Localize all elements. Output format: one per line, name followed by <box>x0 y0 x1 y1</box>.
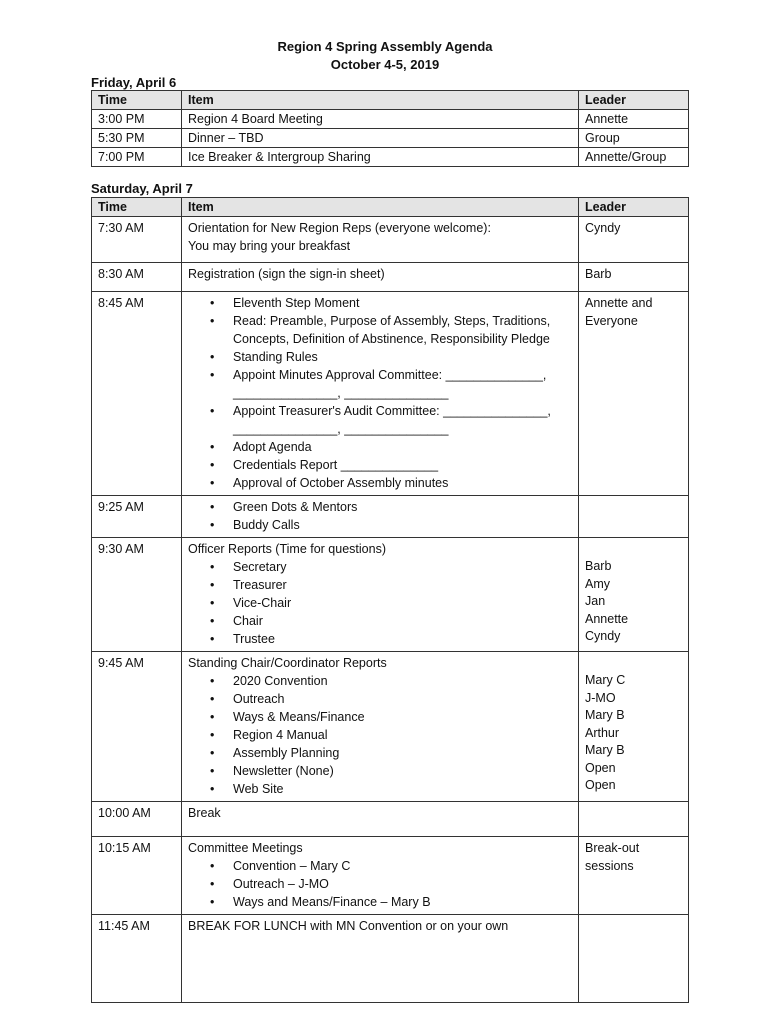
bullet-list <box>188 857 572 911</box>
leader-line: Annette <box>585 611 629 626</box>
item-heading: Officer Reports (Time for questions) <box>188 542 386 556</box>
leader-cell <box>579 538 689 652</box>
leader-line: J-MO <box>585 690 616 705</box>
leader-cell <box>579 915 689 1003</box>
table-header-row <box>92 198 689 217</box>
item-heading: Committee Meetings <box>188 841 303 855</box>
table-row <box>92 496 689 538</box>
time-cell: 9:30 AM <box>92 538 182 652</box>
leader-cell <box>579 837 689 915</box>
saturday-heading: Saturday, April 7 <box>91 181 193 196</box>
list-item <box>188 402 572 438</box>
leader-cell: Group <box>579 129 689 148</box>
leader-line: Jan <box>585 594 606 608</box>
leader-cell <box>579 652 689 802</box>
table-row <box>92 217 689 263</box>
list-item: • Green Dots & Mentors <box>188 498 572 516</box>
list-item <box>188 366 572 402</box>
list-item-line: Concepts, Definition of Abstinence, Responsibility Pledge <box>233 332 550 346</box>
table-row <box>92 802 689 837</box>
leader-line: Mary C <box>585 673 626 687</box>
time-cell: 8:45 AM <box>92 292 182 496</box>
item-line: Orientation for New Region Reps (everyone welcome): <box>188 221 491 235</box>
item-cell: Dinner – TBD <box>182 129 579 148</box>
table-row <box>92 263 689 292</box>
item-cell <box>182 652 579 802</box>
leader-line: Cyndy <box>585 629 621 643</box>
leader-cell <box>579 802 689 837</box>
list-item: • Buddy Calls <box>188 516 572 534</box>
list-item-line: _______________, _______________ <box>233 386 449 400</box>
list-item: • Web Site <box>188 780 572 798</box>
saturday-agenda-table <box>91 197 689 1003</box>
leader-line: Arthur <box>585 725 620 740</box>
leader-line: Annette and <box>585 296 653 310</box>
leader-cell <box>579 292 689 496</box>
list-item-line: _______________, _______________ <box>233 422 449 436</box>
list-item: • Treasurer <box>188 576 572 594</box>
list-item-line: • Read: Preamble, Purpose of Assembly, Steps, Traditions, <box>233 314 551 328</box>
table-row <box>92 129 689 148</box>
list-item: • Region 4 Manual <box>188 726 572 744</box>
friday-heading: Friday, April 6 <box>91 75 177 90</box>
leader-line: Amy <box>585 576 610 591</box>
time-cell: 7:30 AM <box>92 217 182 263</box>
bullet-list <box>188 558 572 648</box>
list-item <box>188 312 572 348</box>
leader-cell: Annette/Group <box>579 148 689 167</box>
time-column-header: Time <box>92 91 182 110</box>
leader-line: Mary B <box>585 708 625 722</box>
time-cell: 10:00 AM <box>92 802 182 837</box>
table-row <box>92 915 689 1003</box>
list-item: • Standing Rules <box>188 348 572 366</box>
leader-cell <box>579 496 689 538</box>
leader-column-header: Leader <box>579 91 689 110</box>
table-row <box>92 538 689 652</box>
table-row <box>92 148 689 167</box>
time-cell: 8:30 AM <box>92 263 182 292</box>
list-item: • Chair <box>188 612 572 630</box>
item-cell <box>182 496 579 538</box>
time-column-header: Time <box>92 198 182 217</box>
leader-line: sessions <box>585 859 634 873</box>
leader-cell: Annette <box>579 110 689 129</box>
item-cell: Ice Breaker & Intergroup Sharing <box>182 148 579 167</box>
bullet-list <box>188 294 572 492</box>
time-cell: 3:00 PM <box>92 110 182 129</box>
leader-line: Open <box>585 778 616 792</box>
leader-line: Break-out <box>585 841 640 855</box>
table-header-row <box>92 91 689 110</box>
leader-line: Mary B <box>585 743 625 757</box>
item-heading: Standing Chair/Coordinator Reports <box>188 656 387 670</box>
leader-line: Barb <box>585 559 612 573</box>
item-cell <box>182 217 579 263</box>
list-item: • Credentials Report ______________ <box>188 456 572 474</box>
bullet-list <box>188 672 572 798</box>
item-column-header: Item <box>182 91 579 110</box>
time-cell: 7:00 PM <box>92 148 182 167</box>
item-cell: Break <box>182 802 579 837</box>
friday-agenda-table <box>91 90 689 167</box>
table-row <box>92 837 689 915</box>
list-item: • Ways and Means/Finance – Mary B <box>188 893 572 911</box>
list-item-line: • Appoint Minutes Approval Committee: ______________, <box>233 368 547 382</box>
item-line: You may bring your breakfast <box>188 239 351 253</box>
item-cell: Registration (sign the sign-in sheet) <box>182 263 579 292</box>
item-column-header: Item <box>182 198 579 217</box>
list-item: • Secretary <box>188 558 572 576</box>
list-item: • Assembly Planning <box>188 744 572 762</box>
list-item: • Outreach <box>188 690 572 708</box>
time-cell: 5:30 PM <box>92 129 182 148</box>
table-row <box>92 652 689 802</box>
time-cell: 9:25 AM <box>92 496 182 538</box>
item-cell <box>182 538 579 652</box>
list-item: • Vice-Chair <box>188 594 572 612</box>
table-row <box>92 292 689 496</box>
time-cell: 10:15 AM <box>92 837 182 915</box>
list-item: • Trustee <box>188 630 572 648</box>
list-item: • Adopt Agenda <box>188 438 572 456</box>
leader-cell: Barb <box>579 263 689 292</box>
leader-column-header: Leader <box>579 198 689 217</box>
table-row <box>92 110 689 129</box>
item-cell: BREAK FOR LUNCH with MN Convention or on your own <box>182 915 579 1003</box>
leader-line: Everyone <box>585 314 638 328</box>
list-item: • Eleventh Step Moment <box>188 294 572 312</box>
leader-line: Open <box>585 760 616 775</box>
leader-cell: Cyndy <box>579 217 689 263</box>
item-cell <box>182 292 579 496</box>
list-item: • Ways & Means/Finance <box>188 708 572 726</box>
list-item: • Outreach – J-MO <box>188 875 572 893</box>
time-cell: 9:45 AM <box>92 652 182 802</box>
item-cell: Region 4 Board Meeting <box>182 110 579 129</box>
bullet-list <box>188 498 572 534</box>
list-item: • Approval of October Assembly minutes <box>188 474 572 492</box>
list-item-line: • Appoint Treasurer's Audit Committee: _______________, <box>233 404 551 418</box>
document-dates: October 4-5, 2019 <box>330 57 440 72</box>
list-item: • Convention – Mary C <box>188 857 572 875</box>
document-title: Region 4 Spring Assembly Agenda <box>277 39 493 54</box>
item-cell <box>182 837 579 915</box>
list-item: • 2020 Convention <box>188 672 572 690</box>
list-item: • Newsletter (None) <box>188 762 572 780</box>
time-cell: 11:45 AM <box>92 915 182 1003</box>
